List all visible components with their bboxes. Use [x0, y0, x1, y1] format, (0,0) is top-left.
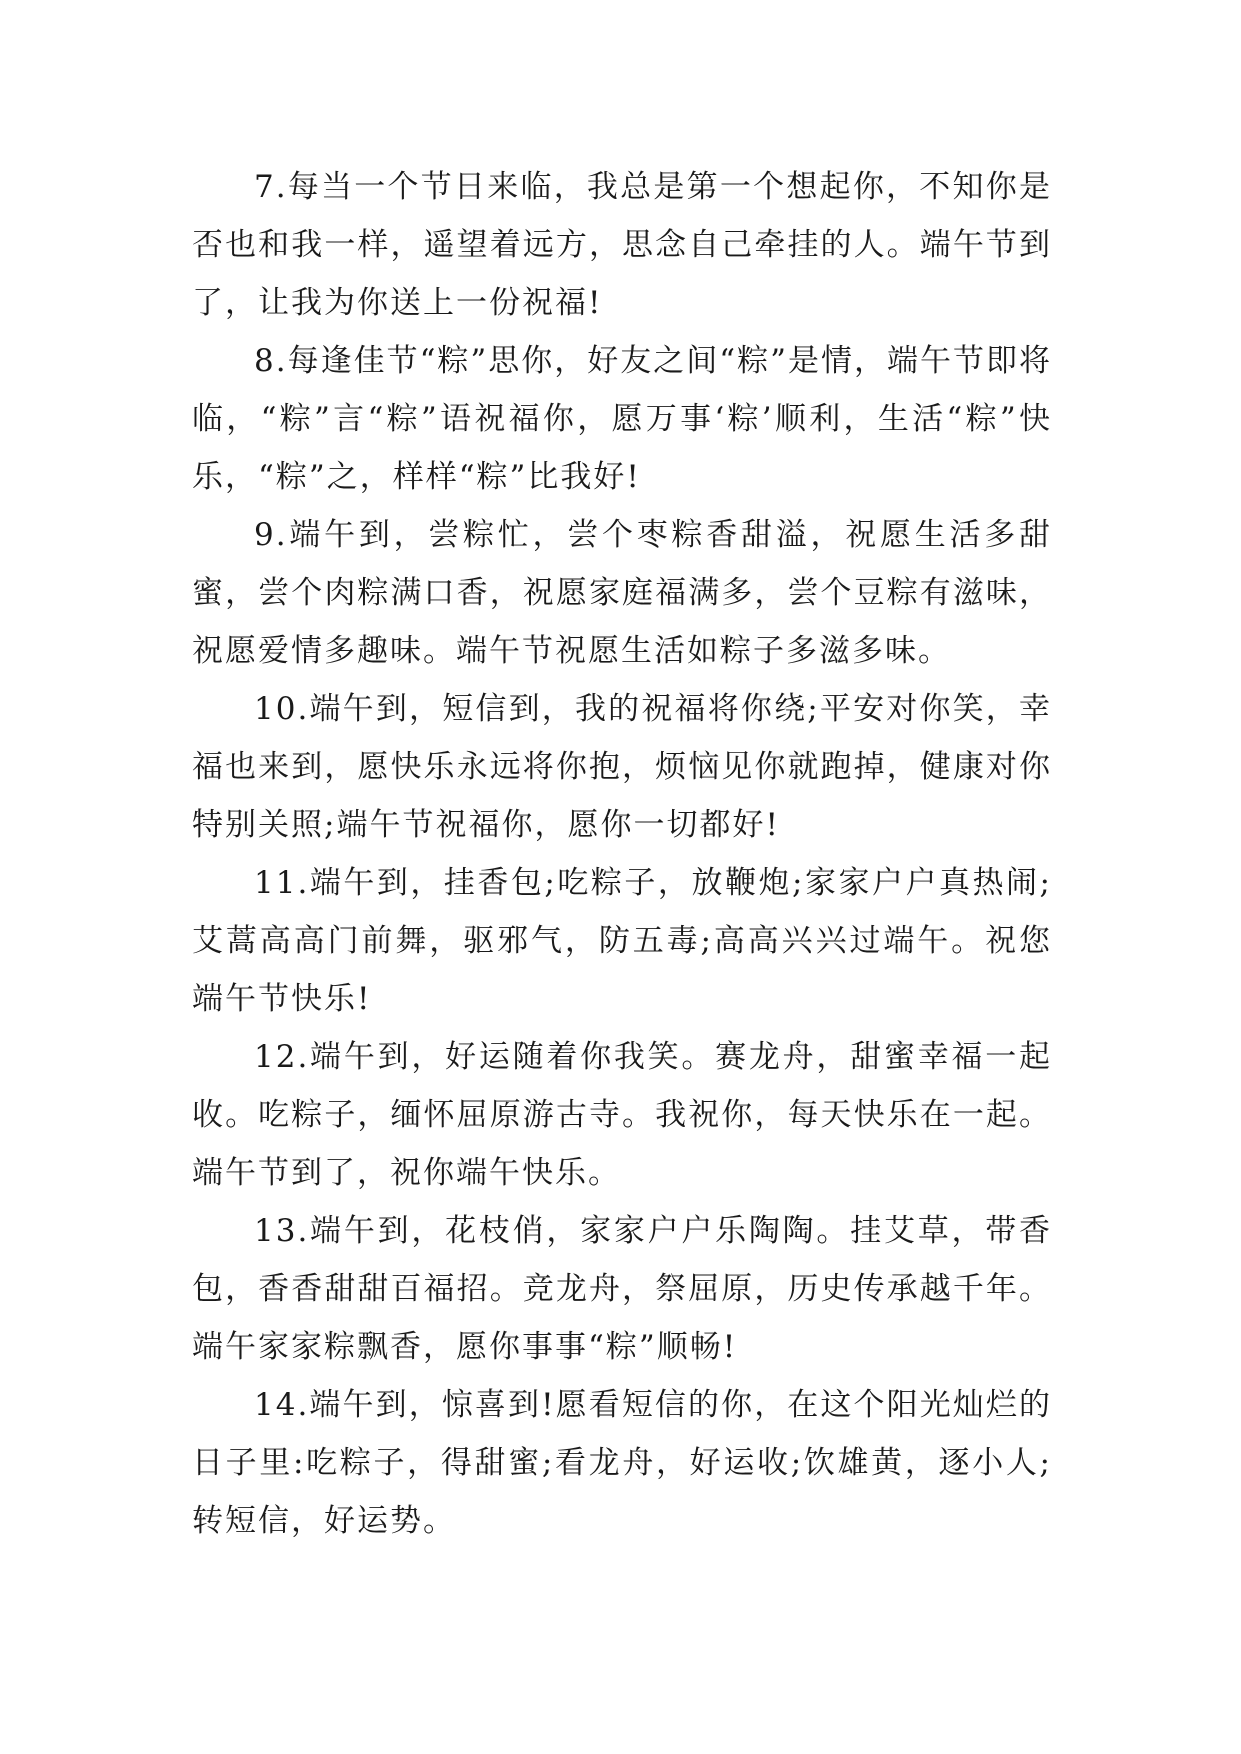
paragraph-14: 14.端午到，惊喜到!愿看短信的你，在这个阳光灿烂的日子里:吃粽子，得甜蜜;看龙舟，好运收;饮雄黄，逐小人;转短信，好运势。: [192, 1387, 1052, 1539]
paragraph-9: 9.端午到，尝粽忙，尝个枣粽香甜溢，祝愿生活多甜蜜，尝个肉粽满口香，祝愿家庭福满多，尝个豆粽有滋味，祝愿爱情多趣味。端午节祝愿生活如粽子多滋多味。: [192, 517, 1052, 669]
paragraph-12: 12.端午到，好运随着你我笑。赛龙舟，甜蜜幸福一起收。吃粽子，缅怀屈原游古寺。我祝你，每天快乐在一起。端午节到了，祝你端午快乐。: [192, 1039, 1052, 1191]
paragraph-8: 8.每逢佳节“粽”思你，好友之间“粽”是情，端午节即将临，“粽”言“粽”语祝福你，愿万事‘粽’顺利，生活“粽”快乐，“粽”之，样样“粽”比我好!: [192, 343, 1052, 495]
paragraph-7: 7.每当一个节日来临，我总是第一个想起你，不知你是否也和我一样，遥望着远方，思念自己牵挂的人。端午节到了，让我为你送上一份祝福!: [192, 169, 1052, 321]
paragraph-10: 10.端午到，短信到，我的祝福将你绕;平安对你笑，幸福也来到，愿快乐永远将你抱，烦恼见你就跑掉，健康对你特别关照;端午节祝福你，愿你一切都好!: [192, 691, 1052, 843]
paragraph-13: 13.端午到，花枝俏，家家户户乐陶陶。挂艾草，带香包，香香甜甜百福招。竞龙舟，祭屈原，历史传承越千年。端午家家粽飘香，愿你事事“粽”顺畅!: [192, 1213, 1052, 1365]
paragraph-11: 11.端午到，挂香包;吃粽子，放鞭炮;家家户户真热闹;艾蒿高高门前舞，驱邪气，防五毒;高高兴兴过端午。祝您端午节快乐!: [192, 865, 1052, 1017]
document-body: [192, 158, 1052, 1550]
